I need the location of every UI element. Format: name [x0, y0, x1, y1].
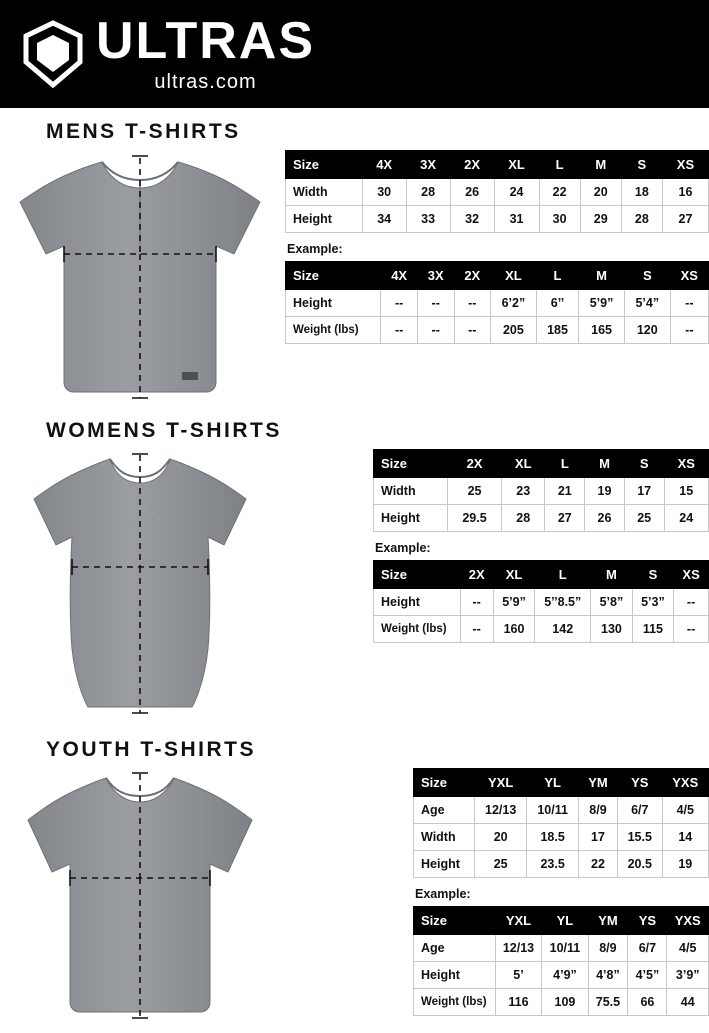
col-yxs: YXS [667, 907, 709, 935]
cell: 20.5 [618, 851, 663, 878]
cell: 4/5 [662, 797, 708, 824]
cell: 66 [628, 989, 667, 1016]
col-xs: XS [664, 450, 708, 478]
brand-block [96, 11, 316, 94]
cell: 115 [632, 616, 674, 643]
row-label: Width [414, 824, 475, 851]
table-row [374, 505, 709, 532]
cell: -- [674, 616, 709, 643]
cell: 24 [494, 179, 539, 206]
cell: -- [417, 317, 454, 344]
cell: 142 [535, 616, 591, 643]
cell: 30 [539, 206, 580, 233]
cell: -- [454, 317, 491, 344]
col-ys: YS [618, 769, 663, 797]
table-row [414, 824, 709, 851]
col-m: M [579, 262, 625, 290]
cell: 19 [662, 851, 708, 878]
col-yxl: YXL [474, 769, 526, 797]
table-row [374, 589, 709, 616]
cell: 109 [542, 989, 588, 1016]
cell: 26 [450, 179, 494, 206]
table-row [286, 317, 709, 344]
youth-example-table [413, 906, 709, 1016]
col-3x: 3X [406, 151, 450, 179]
cell: 27 [545, 505, 585, 532]
table-row [374, 478, 709, 505]
cell: 5’9” [579, 290, 625, 317]
womens-tshirt-illustration [0, 449, 275, 726]
col-l: L [535, 561, 591, 589]
col-s: S [624, 450, 664, 478]
womens-size-table [373, 449, 709, 532]
mens-tshirt-illustration [0, 150, 275, 407]
col-2x: 2X [454, 262, 491, 290]
col-size: Size [286, 262, 381, 290]
col-2x: 2X [448, 450, 502, 478]
mens-example-label: Example: [287, 242, 343, 256]
col-2x: 2X [460, 561, 493, 589]
cell: 20 [580, 179, 621, 206]
col-ym: YM [588, 907, 628, 935]
cell: 6’2” [491, 290, 537, 317]
cell: 6/7 [618, 797, 663, 824]
col-size: Size [374, 561, 461, 589]
cell: 15 [664, 478, 708, 505]
cell: 22 [578, 851, 617, 878]
cell: 18 [621, 179, 662, 206]
row-label: Height [286, 290, 381, 317]
cell: 25 [474, 851, 526, 878]
youth-example-label: Example: [415, 887, 471, 901]
cell: 160 [493, 616, 535, 643]
table-header-row [414, 769, 709, 797]
cell: 24 [664, 505, 708, 532]
cell: 21 [545, 478, 585, 505]
col-xl: XL [502, 450, 545, 478]
cell: 19 [585, 478, 625, 505]
cell: 32 [450, 206, 494, 233]
cell: 17 [578, 824, 617, 851]
cell: -- [454, 290, 491, 317]
cell: 4/5 [667, 935, 709, 962]
cell: 31 [494, 206, 539, 233]
cell: 165 [579, 317, 625, 344]
youth-size-table [413, 768, 709, 878]
col-4x: 4X [362, 151, 406, 179]
cell: 16 [662, 179, 708, 206]
row-label: Height [374, 505, 448, 532]
table-header-row [374, 561, 709, 589]
cell: -- [460, 616, 493, 643]
brand-subtitle: ultras.com [154, 70, 257, 93]
cell: 8/9 [578, 797, 617, 824]
cell: 120 [624, 317, 670, 344]
col-xs: XS [670, 262, 708, 290]
row-label: Height [374, 589, 461, 616]
table-header-row [286, 262, 709, 290]
row-label: Height [414, 851, 475, 878]
section-youth [0, 738, 709, 1033]
col-yl: YL [542, 907, 588, 935]
col-3x: 3X [417, 262, 454, 290]
row-label: Weight (lbs) [374, 616, 461, 643]
table-row [414, 797, 709, 824]
cell: 12/13 [495, 935, 542, 962]
page-header [0, 0, 709, 108]
section-title-youth: YOUTH T-SHIRTS [46, 738, 257, 761]
col-2x: 2X [450, 151, 494, 179]
cell: 5’8” [591, 589, 633, 616]
cell: 28 [502, 505, 545, 532]
cell: 34 [362, 206, 406, 233]
mens-example-table [285, 261, 709, 344]
cell: 28 [621, 206, 662, 233]
cell: 4’8” [588, 962, 628, 989]
col-size: Size [414, 769, 475, 797]
table-row [286, 206, 709, 233]
row-label: Height [414, 962, 496, 989]
cell: 6’’ [536, 290, 578, 317]
cell: 130 [591, 616, 633, 643]
cell: 30 [362, 179, 406, 206]
row-label: Weight (lbs) [286, 317, 381, 344]
cell: -- [670, 317, 708, 344]
cell: 5’’8.5” [535, 589, 591, 616]
cell: 116 [495, 989, 542, 1016]
youth-tshirt-illustration [0, 768, 275, 1033]
section-title-mens: MENS T-SHIRTS [46, 120, 241, 143]
cell: 4’5” [628, 962, 667, 989]
cell: 5’3” [632, 589, 674, 616]
table-header-row [414, 907, 709, 935]
cell: 15.5 [618, 824, 663, 851]
cell: -- [460, 589, 493, 616]
table-header-row [286, 151, 709, 179]
col-s: S [632, 561, 674, 589]
table-row [414, 989, 709, 1016]
col-l: L [539, 151, 580, 179]
col-s: S [624, 262, 670, 290]
cell: 25 [448, 478, 502, 505]
row-label: Width [286, 179, 363, 206]
cell: 3’9” [667, 962, 709, 989]
ultras-shield-icon [18, 19, 88, 89]
cell: -- [674, 589, 709, 616]
cell: 75.5 [588, 989, 628, 1016]
cell: 6/7 [628, 935, 667, 962]
table-row [414, 962, 709, 989]
cell: 10/11 [527, 797, 579, 824]
table-row [374, 616, 709, 643]
cell: -- [670, 290, 708, 317]
cell: 33 [406, 206, 450, 233]
cell: 28 [406, 179, 450, 206]
cell: 8/9 [588, 935, 628, 962]
col-xl: XL [493, 561, 535, 589]
cell: 5’4” [624, 290, 670, 317]
brand-title: ULTRAS [96, 11, 316, 70]
table-row [286, 290, 709, 317]
cell: 4’9” [542, 962, 588, 989]
row-label: Age [414, 935, 496, 962]
col-size: Size [286, 151, 363, 179]
col-ym: YM [578, 769, 617, 797]
col-xl: XL [491, 262, 537, 290]
cell: 14 [662, 824, 708, 851]
col-ys: YS [628, 907, 667, 935]
cell: 23 [502, 478, 545, 505]
section-title-womens: WOMENS T-SHIRTS [46, 419, 282, 442]
col-m: M [591, 561, 633, 589]
col-xs: XS [674, 561, 709, 589]
cell: 22 [539, 179, 580, 206]
col-4x: 4X [381, 262, 418, 290]
row-label: Width [374, 478, 448, 505]
table-header-row [374, 450, 709, 478]
cell: 20 [474, 824, 526, 851]
col-xs: XS [662, 151, 708, 179]
cell: 23.5 [527, 851, 579, 878]
row-label: Age [414, 797, 475, 824]
table-row [286, 179, 709, 206]
cell: 18.5 [527, 824, 579, 851]
col-yxl: YXL [495, 907, 542, 935]
col-m: M [580, 151, 621, 179]
cell: 5’ [495, 962, 542, 989]
cell: 29 [580, 206, 621, 233]
cell: 10/11 [542, 935, 588, 962]
table-row [414, 851, 709, 878]
col-s: S [621, 151, 662, 179]
row-label: Weight (lbs) [414, 989, 496, 1016]
col-yxs: YXS [662, 769, 708, 797]
womens-example-label: Example: [375, 541, 431, 555]
mens-size-table [285, 150, 709, 233]
col-size: Size [414, 907, 496, 935]
cell: 17 [624, 478, 664, 505]
table-row [414, 935, 709, 962]
cell: 185 [536, 317, 578, 344]
cell: -- [381, 317, 418, 344]
col-m: M [585, 450, 625, 478]
cell: -- [417, 290, 454, 317]
col-xl: XL [494, 151, 539, 179]
col-l: L [536, 262, 578, 290]
section-womens [0, 419, 709, 726]
col-yl: YL [527, 769, 579, 797]
womens-example-table [373, 560, 709, 643]
col-size: Size [374, 450, 448, 478]
cell: 27 [662, 206, 708, 233]
section-mens [0, 120, 709, 407]
col-l: L [545, 450, 585, 478]
cell: 26 [585, 505, 625, 532]
cell: 44 [667, 989, 709, 1016]
cell: 12/13 [474, 797, 526, 824]
cell: 205 [491, 317, 537, 344]
row-label: Height [286, 206, 363, 233]
cell: 5’9” [493, 589, 535, 616]
cell: 25 [624, 505, 664, 532]
cell: 29.5 [448, 505, 502, 532]
cell: -- [381, 290, 418, 317]
